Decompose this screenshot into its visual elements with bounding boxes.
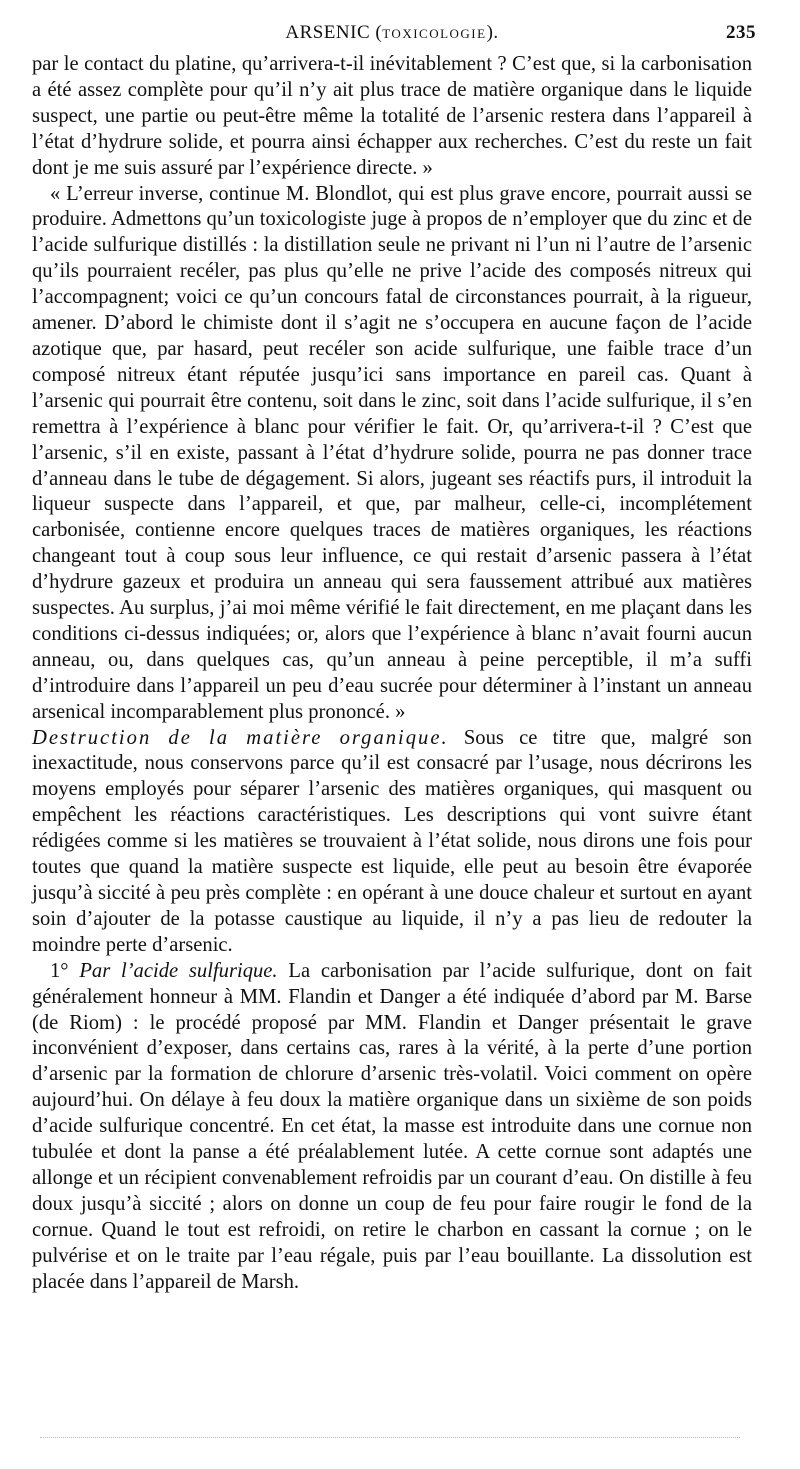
running-title — [32, 22, 752, 44]
running-head — [32, 22, 756, 52]
paragraph-destruction — [32, 726, 752, 959]
page-number: 235 — [726, 22, 756, 43]
bottom-rule — [40, 1437, 740, 1438]
running-title-main: ARSENIC ( — [285, 22, 383, 43]
section-number: 1° — [50, 959, 69, 982]
paragraph-blondlot-quote: « L’erreur inverse, continue M. Blondlot, qui est plus grave encore, pourrait aussi se produire. Admettons qu’un toxicologiste juge à propos de n’employer que du zinc et de l’acide sulfurique distillés : la distillation seule ne privant ni l’un ni l’autre de l’arsenic qu’ils pourraient recéler, pas plus qu’elle ne prive l’acide des composés nitreux qui l’accompagnent; voici ce qu’un concours fatal de circonstances pourrait, à la rigueur, amener. D’abord le chimiste dont il s’agit ne s’occupera en aucune façon de l’acide azotique que, par hasard, peut recéler son acide sulfurique, une faible trace d’un composé nitreux étant réputée jusqu’ici sans importance en pareil cas. Quant à l’arsenic qui pourrait être contenu, soit dans le zinc, soit dans l’acide sulfurique, il s’en remettra à l’expérience à blanc pour vérifier le fait. Or, qu’arrivera-t-il ? C’est que l’arsenic, s’il en existe, passant à l’état d’hydrure solide, pourra ne pas donner trace d’anneau dans le tube de dégagement. Si alors, jugeant ses réactifs purs, il introduit la liqueur suspecte dans l’appareil, et que, par malheur, celle-ci, incomplétement carbonisée, contienne encore quelques traces de matières organiques, les réactions changeant tout à coup sous leur influence, ce qui restait d’arsenic passera à l’état d’hydrure gazeux et produira un anneau qui sera faussement attribué aux matières suspectes. Au surplus, j’ai moi même vérifié le fait directement, en me plaçant dans les conditions ci-dessus indiquées; or, alors que l’expérience à blanc n’avait fourni aucun anneau, ou, dans quelques cas, qu’un anneau à peine perceptible, il m’a suffi d’introduire dans l’appareil un peu d’eau sucrée pour déterminer à l’instant un anneau arsenical incomparablement plus prononcé. » — [32, 182, 752, 723]
section-heading-sulfuric: Par l’acide sulfurique. — [79, 959, 278, 982]
running-title-subject: TOXICOLOGIE — [382, 26, 487, 41]
paragraph-sulfuric-acid — [32, 959, 752, 1296]
section-heading-destruction: Destruction de la matière organique. — [32, 726, 449, 749]
paragraph-sulfuric-body: La carbonisation par l’acide sulfurique, dont on fait généralement honneur à MM. Flandin et Danger a été indiquée d’abord par M. Barse (de Riom) : le procédé proposé par MM. Flandin et Danger présentait le grave inconvénient d’exposer, dans certains cas, rares à la vérité, à la perte d’une portion d’arsenic par la formation de chlorure d’arsenic très-volatil. Voici comment on opère aujourd’hui. On délaye à feu doux la matière organique dans un sixième de son poids d’acide sulfurique concentré. En cet état, la masse est introduite dans une cornue non tubulée et dont la panse a été préalablement lutée. A cette cornue sont adaptés une allonge et un récipient convenablement refroidis par un courant d’eau. On distille à feu doux jusqu’à siccité ; alors on donne un coup de feu pour faire rougir le fond de la cornue. Quand le tout est refroidi, on retire le charbon en cassant la cornue ; on le pulvérise et on le traite par l’eau régale, puis par l’eau bouillante. La dissolution est placée dans l’appareil de Marsh. — [32, 959, 752, 1293]
paragraph-continuation: par le contact du platine, qu’arrivera-t-il inévitablement ? C’est que, si la carbonisation a été assez complète pour qu’il n’y ait plus trace de matière organique dans le liquide suspect, une partie ou peut-être même la totalité de l’arsenic restera dans l’appareil à l’état d’hydrure solide, et pourra ainsi échapper aux recherches. C’est du reste un fait dont je me suis assuré par l’expérience directe. » — [32, 53, 752, 179]
running-title-end: ). — [486, 22, 499, 43]
paragraph-destruction-body: Sous ce titre que, malgré son inexactitude, nous conservons parce qu’il est consacré par l’usage, nous décrirons les moyens employés pour séparer l’arsenic des matières organiques, qui masquent ou empêchent les réactions caractéristiques. Les descriptions qui vont suivre étant rédigées comme si les matières se trouvaient à l’état solide, nous dirons une fois pour toutes que quand la matière suspecte est liquide, elle peut au besoin être évaporée jusqu’à siccité à peu près complète : en opérant à une douce chaleur et surtout en ayant soin d’ajouter de la potasse caustique au liquide, il n’y a pas lieu de redouter la moindre perte d’arsenic. — [32, 726, 752, 956]
book-page — [32, 22, 756, 1296]
